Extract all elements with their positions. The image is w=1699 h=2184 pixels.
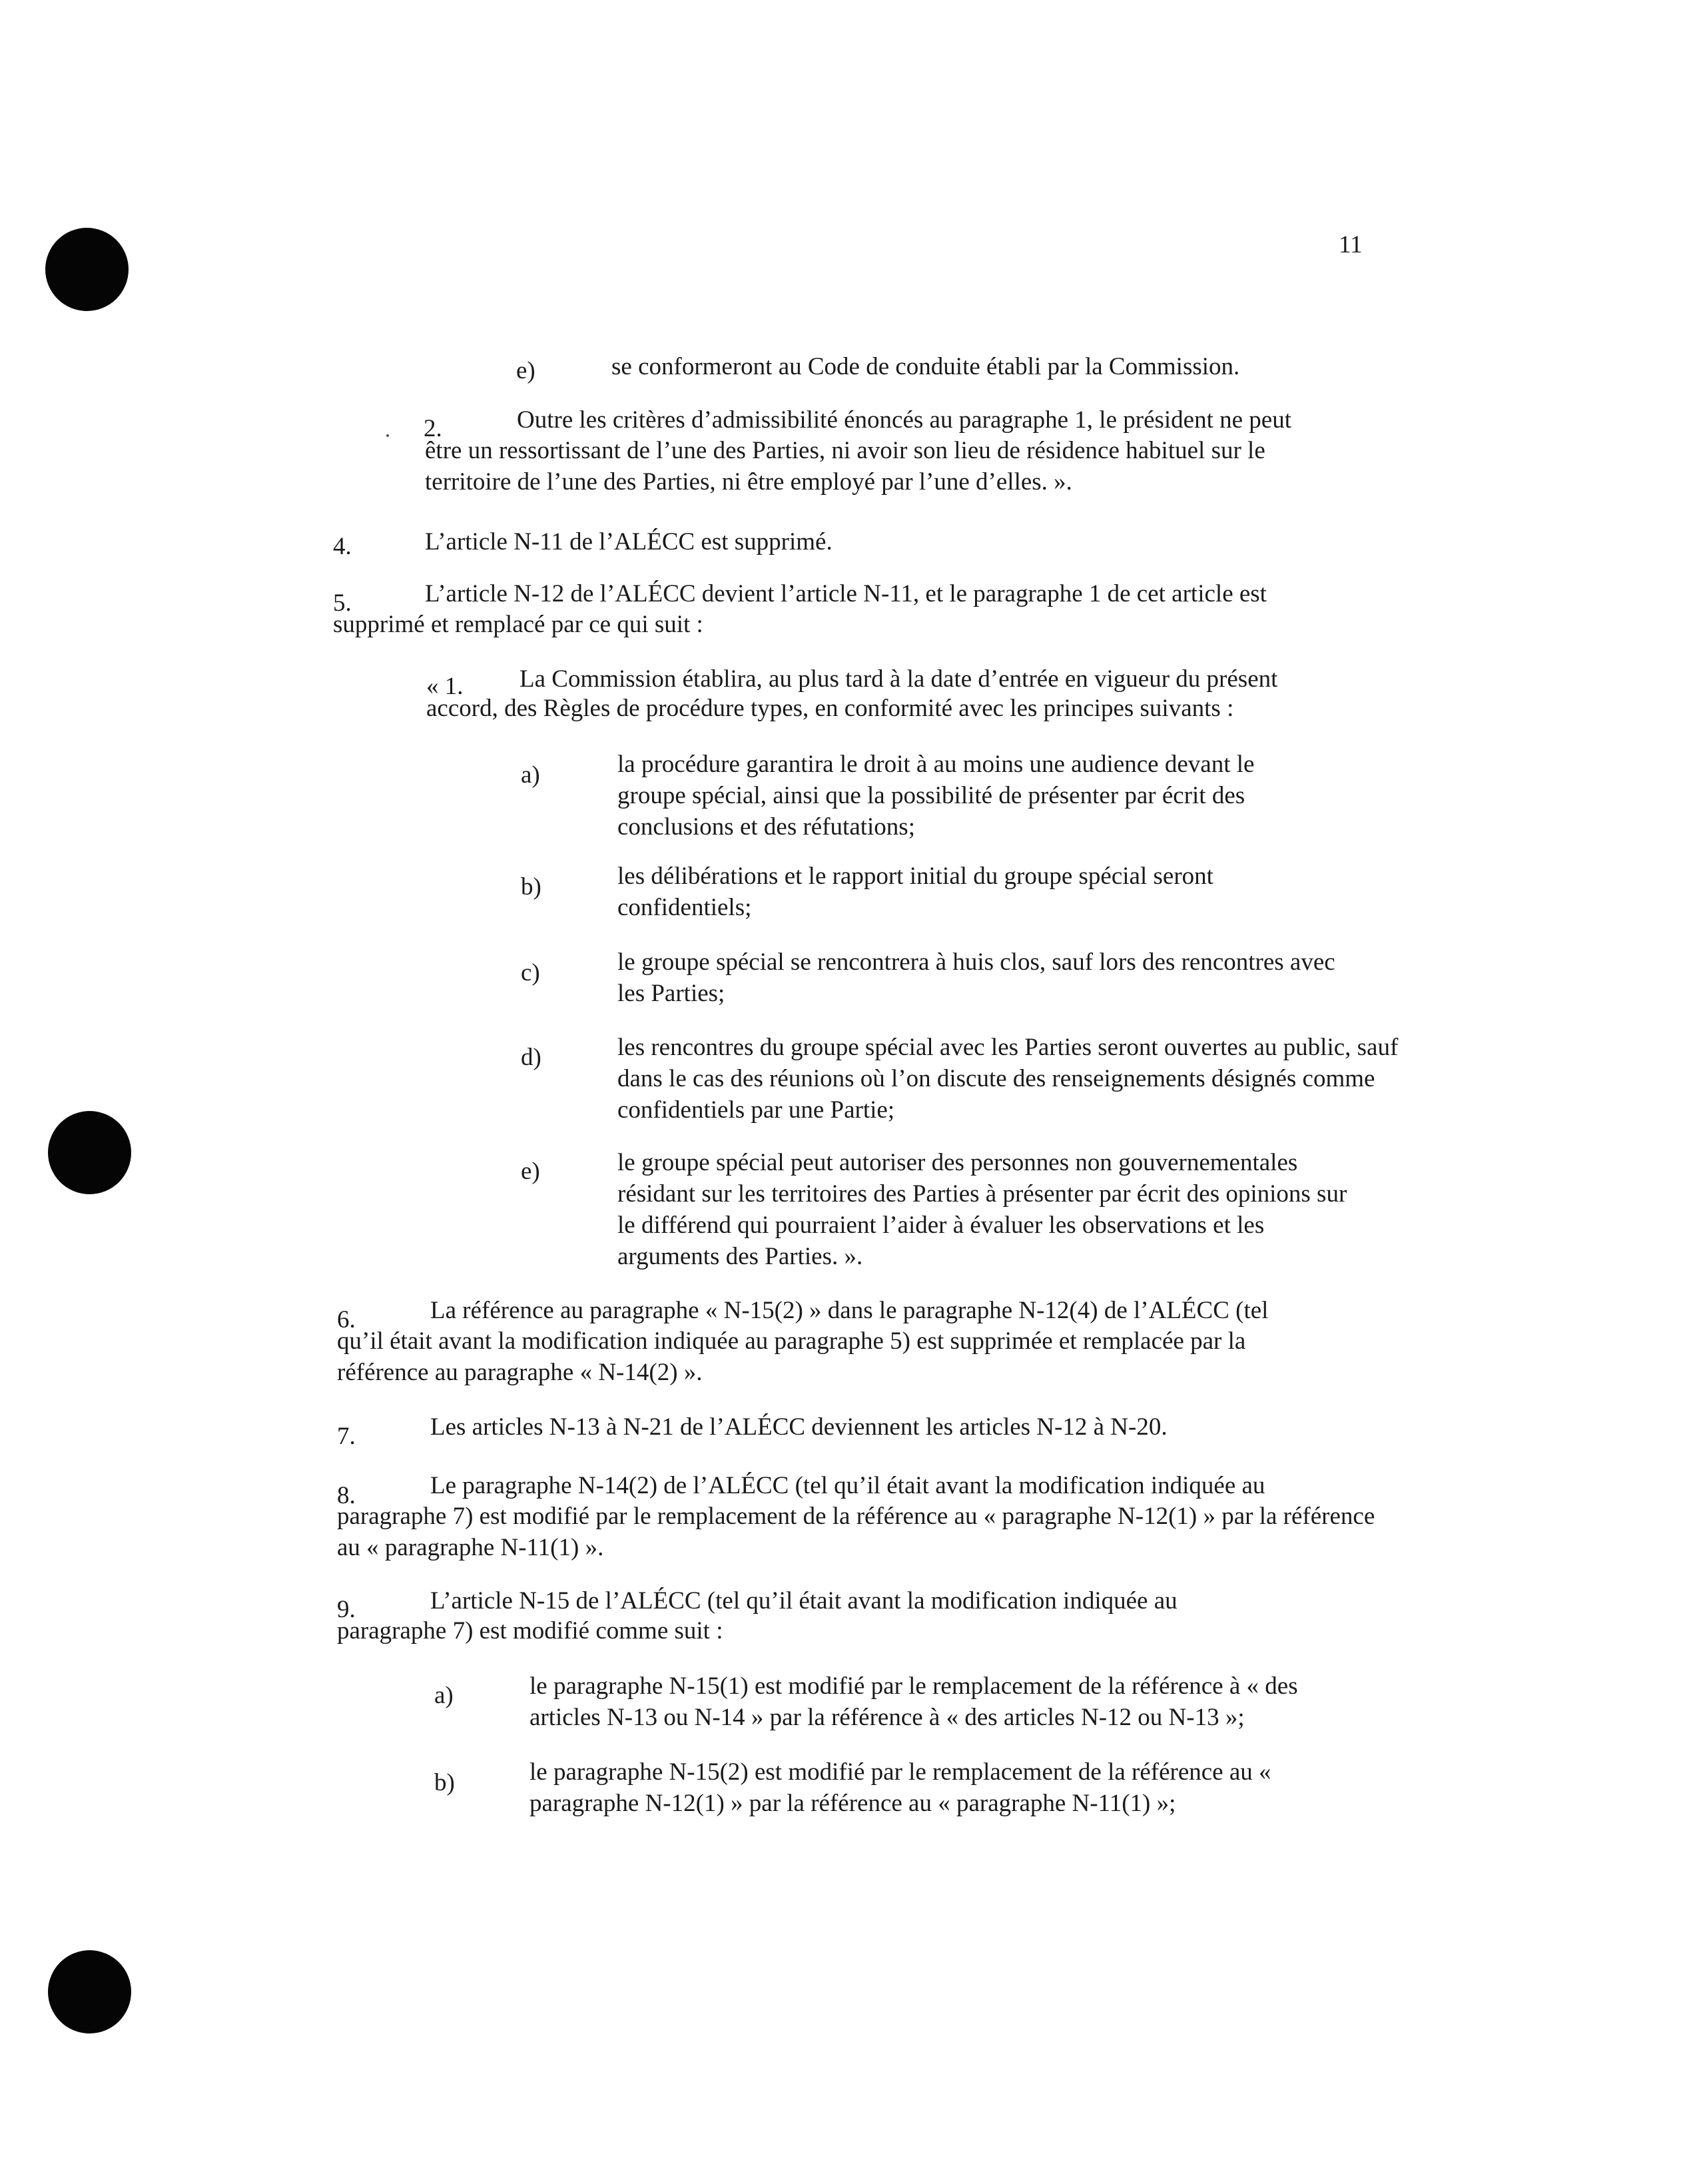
punch-hole-bottom bbox=[48, 1950, 131, 2033]
para-2-marker: 2. bbox=[424, 415, 442, 442]
para-2-text: être un ressortissant de l’une des Parties, ni avoir son lieu de résidence habituel sur le territoire de l’une des Parties, ni être employé par l’une d’elles. ». bbox=[425, 437, 1265, 496]
para-5-text: supprimé et remplacé par ce qui suit : bbox=[333, 611, 703, 638]
scan-speck bbox=[386, 434, 389, 437]
para-2-line1: Outre les critères d’admissibilité énoncés au paragraphe 1, le président ne peut bbox=[517, 406, 1292, 434]
principle-c-marker: c) bbox=[521, 959, 540, 986]
quote-1-marker: « 1. bbox=[426, 673, 464, 700]
amendment-a-text: le paragraphe N-15(1) est modifié par le remplacement de la référence à « des articles N-13 ou N-14 » par la référence à « des articles N-12 ou N-13 »; bbox=[529, 1672, 1298, 1731]
principle-d-text: les rencontres du groupe spécial avec les Parties seront ouvertes au public, sauf dans le cas des réunions où l’on discute des renseignements désignés comme confidentiels par une Partie; bbox=[617, 1034, 1399, 1124]
para-7-text: Les articles N-13 à N-21 de l’ALÉCC deviennent les articles N-12 à N-20. bbox=[430, 1413, 1168, 1441]
item-e-marker: e) bbox=[516, 357, 535, 384]
amendment-b-text: le paragraphe N-15(2) est modifié par le remplacement de la référence au « paragraphe N-12(1) » par la référence au « paragraphe N-11(1) »; bbox=[529, 1758, 1271, 1817]
para-5-marker: 5. bbox=[333, 589, 352, 617]
para-8-text: paragraphe 7) est modifié par le remplacement de la référence au « paragraphe N-12(1) » par la référence au « paragraphe N-11(1) ». bbox=[337, 1503, 1375, 1561]
principle-b-marker: b) bbox=[521, 873, 541, 901]
para-9-text: paragraphe 7) est modifié comme suit : bbox=[337, 1617, 723, 1644]
amendment-a-marker: a) bbox=[434, 1682, 454, 1709]
principle-e-marker: e) bbox=[521, 1158, 540, 1185]
punch-hole-middle bbox=[48, 1111, 131, 1194]
item-e-text: se conformeront au Code de conduite établi par la Commission. bbox=[611, 353, 1240, 380]
para-8-marker: 8. bbox=[337, 1482, 356, 1509]
principle-e-text: le groupe spécial peut autoriser des personnes non gouvernementales résidant sur les territoires des Parties à présenter par écrit des opinions sur le différend qui pourraient l’aider à évaluer les observations et les arguments des Parties. ». bbox=[617, 1149, 1347, 1270]
principle-b-text: les délibérations et le rapport initial du groupe spécial seront confidentiels; bbox=[617, 863, 1213, 921]
para-5-line1: L’article N-12 de l’ALÉCC devient l’article N-11, et le paragraphe 1 de cet article est bbox=[425, 580, 1267, 607]
quote-1-text: accord, des Règles de procédure types, en conformité avec les principes suivants : bbox=[426, 695, 1234, 722]
principle-a-marker: a) bbox=[521, 761, 540, 789]
para-9-line1: L’article N-15 de l’ALÉCC (tel qu’il était avant la modification indiquée au bbox=[430, 1587, 1178, 1615]
amendment-b-marker: b) bbox=[434, 1769, 455, 1796]
para-7-marker: 7. bbox=[337, 1423, 356, 1450]
para-9-marker: 9. bbox=[337, 1596, 356, 1623]
principle-a-text: la procédure garantira le droit à au moins une audience devant le groupe spécial, ainsi que la possibilité de présenter par écrit des conclusions et des réfutations; bbox=[617, 751, 1255, 841]
para-8-line1: Le paragraphe N-14(2) de l’ALÉCC (tel qu’il était avant la modification indiquée au bbox=[430, 1472, 1265, 1499]
principle-c-text: le groupe spécial se rencontrera à huis clos, sauf lors des rencontres avec les Parties; bbox=[617, 948, 1335, 1007]
principle-d-marker: d) bbox=[521, 1044, 541, 1071]
para-6-marker: 6. bbox=[337, 1306, 356, 1333]
para-6-text: qu’il était avant la modification indiquée au paragraphe 5) est supprimée et remplacée par la référence au paragraphe « N-14(2) ». bbox=[337, 1327, 1246, 1386]
para-4-text: L’article N-11 de l’ALÉCC est supprimé. bbox=[425, 528, 833, 555]
quote-1-line1: La Commission établira, au plus tard à la date d’entrée en vigueur du présent bbox=[519, 665, 1278, 693]
para-4-marker: 4. bbox=[333, 533, 352, 560]
page-number: 11 bbox=[1339, 231, 1363, 258]
punch-hole-top bbox=[45, 228, 129, 311]
para-6-line1: La référence au paragraphe « N-15(2) » dans le paragraphe N-12(4) de l’ALÉCC (tel bbox=[430, 1297, 1269, 1324]
